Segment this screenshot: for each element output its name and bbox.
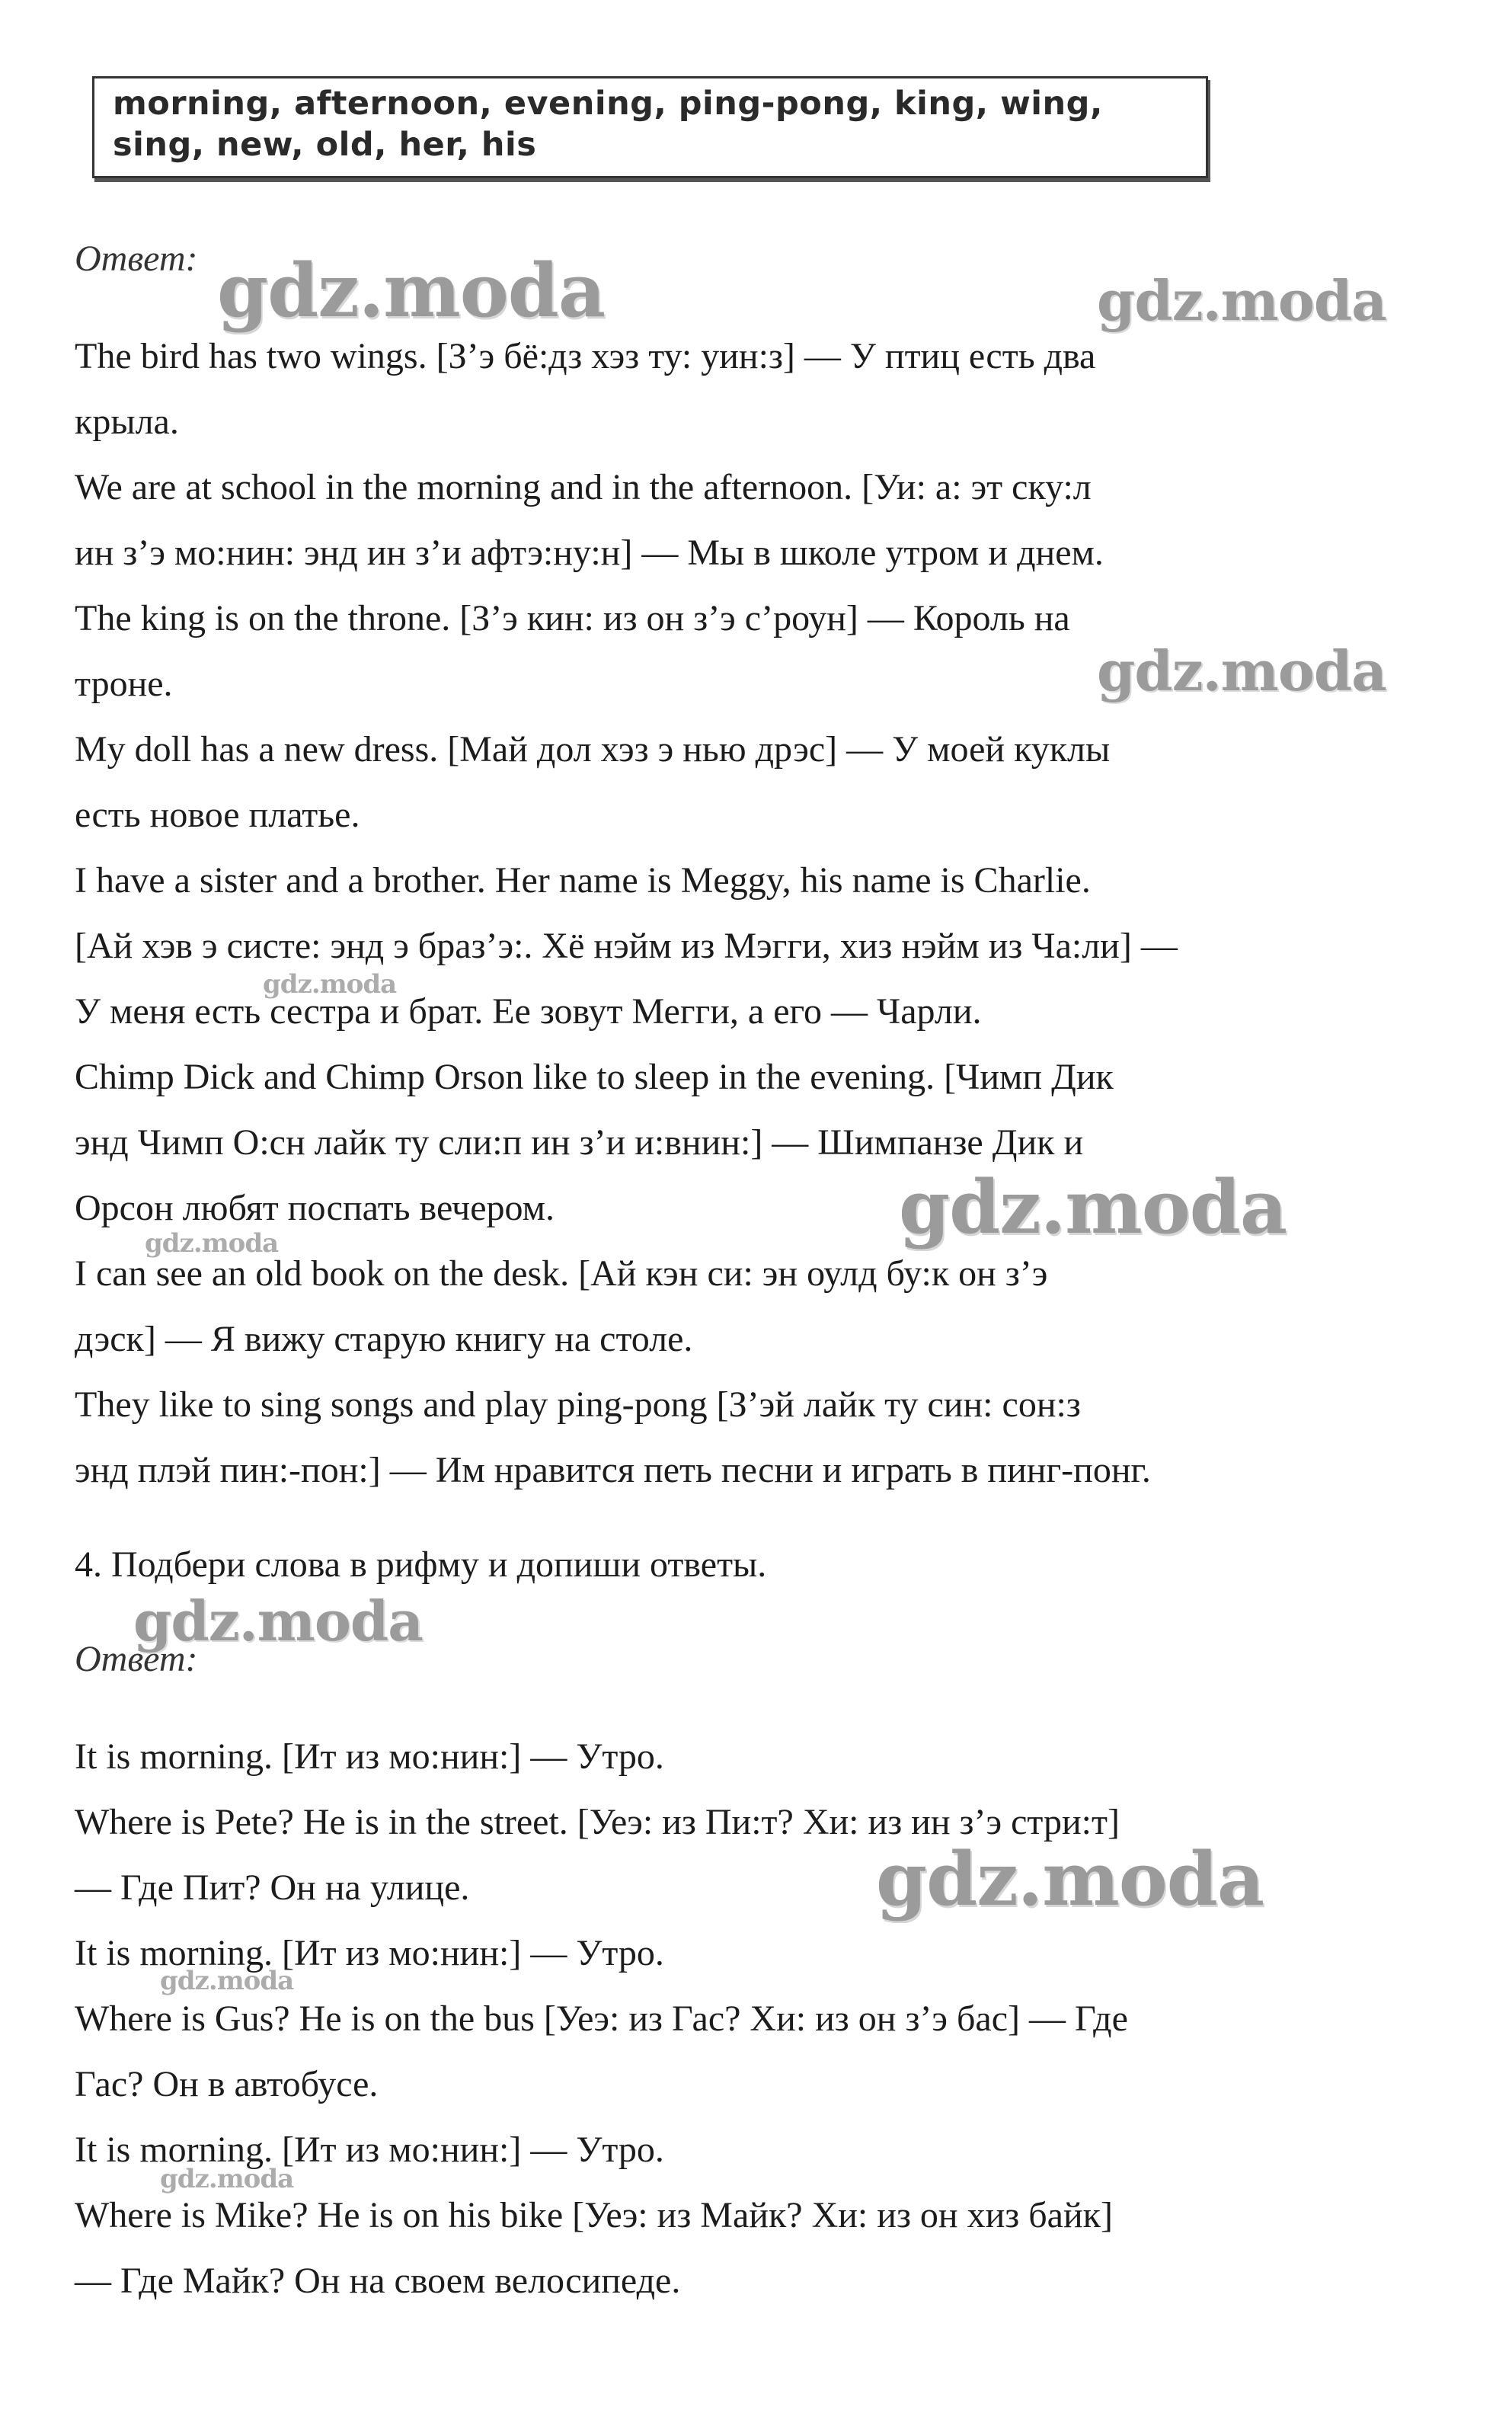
- watermark: gdz.moda: [1097, 268, 1386, 333]
- text-line: The bird has two wings. [З’э бё:дз хэз ту: уин:з] — У птиц есть два: [75, 336, 1096, 376]
- text-line: Chimp Dick and Chimp Orson like to sleep in the evening. [Чимп Дик: [75, 1057, 1114, 1097]
- text-line: They like to sing songs and play ping-pong [З’эй лайк ту син: сон:з: [75, 1384, 1081, 1425]
- text-line: энд плэй пин:-пон:] — Им нравится петь песни и играть в пинг-понг.: [75, 1450, 1151, 1490]
- text-line: есть новое платье.: [75, 795, 360, 835]
- watermark: gdz.moda: [1097, 638, 1386, 703]
- watermark: gdz.moda: [133, 1589, 423, 1653]
- watermark: gdz.moda: [899, 1164, 1287, 1250]
- text-line: We are at school in the morning and in the afternoon. [Уи: а: эт ску:л: [75, 467, 1092, 507]
- text-line: Where is Gus? He is on the bus [Уеэ: из Гас? Хи: из он з’э бас] — Где: [75, 1998, 1128, 2039]
- text-line: троне.: [75, 664, 173, 704]
- text-line: — Где Майк? Он на своем велосипеде.: [75, 2261, 681, 2301]
- text-line: I can see an old book on the desk. [Ай кэн си: эн оулд бу:к он з’э: [75, 1253, 1048, 1294]
- text-line: крыла.: [75, 402, 179, 442]
- text-line: Орсон любят поспать вечером.: [75, 1188, 555, 1228]
- watermark: gdz.moda: [160, 2164, 294, 2194]
- text-line: дэск] — Я вижу старую книгу на столе.: [75, 1319, 693, 1359]
- watermark: gdz.moda: [217, 248, 606, 334]
- text-line: Гас? Он в автобусе.: [75, 2064, 379, 2104]
- text-line: Where is Pete? He is in the street. [Уеэ: из Пи:т? Хи: из ин з’э стри:т]: [75, 1802, 1120, 1842]
- text-line: ин з’э мо:нин: энд ин з’и афтэ:ну:н] — Мы в школе утром и днем.: [75, 533, 1104, 573]
- word-box-line-1: morning, afternoon, evening, ping-pong, king, wing,: [113, 85, 1103, 123]
- word-box: [92, 76, 1208, 178]
- text-line: The king is on the throne. [З’э кин: из он з’э с’роун] — Король на: [75, 598, 1070, 638]
- watermark: gdz.moda: [263, 969, 397, 1000]
- text-line: [Ай хэв э систе: энд э браз’э:. Хё нэйм из Мэгги, хиз нэйм из Ча:ли] —: [75, 926, 1178, 966]
- exercise-4-heading: 4. Подбери слова в рифму и допиши ответы.: [75, 1544, 767, 1585]
- answer-label: Ответ:: [75, 1639, 198, 1679]
- text-line: — Где Пит? Он на улице.: [75, 1867, 470, 1908]
- word-box-line-2: sing, new, old, her, his: [113, 126, 537, 164]
- text-line: I have a sister and a brother. Her name is Meggy, his name is Charlie.: [75, 860, 1091, 901]
- text-line: It is morning. [Ит из мо:нин:] — Утро.: [75, 1933, 664, 1973]
- answer-label: Ответ:: [75, 238, 198, 279]
- text-line: My doll has a new dress. [Май дол хэз э нью дрэс] — У моей куклы: [75, 729, 1111, 770]
- text-line: энд Чимп О:сн лайк ту сли:п ин з’и и:внин:] — Шимпанзе Дик и: [75, 1122, 1084, 1163]
- watermark: gdz.moda: [145, 1228, 279, 1259]
- watermark: gdz.moda: [160, 1966, 294, 1996]
- text-line: It is morning. [Ит из мо:нин:] — Утро.: [75, 1736, 664, 1777]
- text-line: У меня есть сестра и брат. Ее зовут Мегги, а его — Чарли.: [75, 991, 982, 1032]
- text-line: Where is Mike? He is on his bike [Уеэ: из Майк? Хи: из он хиз байк]: [75, 2195, 1113, 2235]
- text-line: It is morning. [Ит из мо:нин:] — Утро.: [75, 2130, 664, 2170]
- watermark: gdz.moda: [876, 1836, 1264, 1922]
